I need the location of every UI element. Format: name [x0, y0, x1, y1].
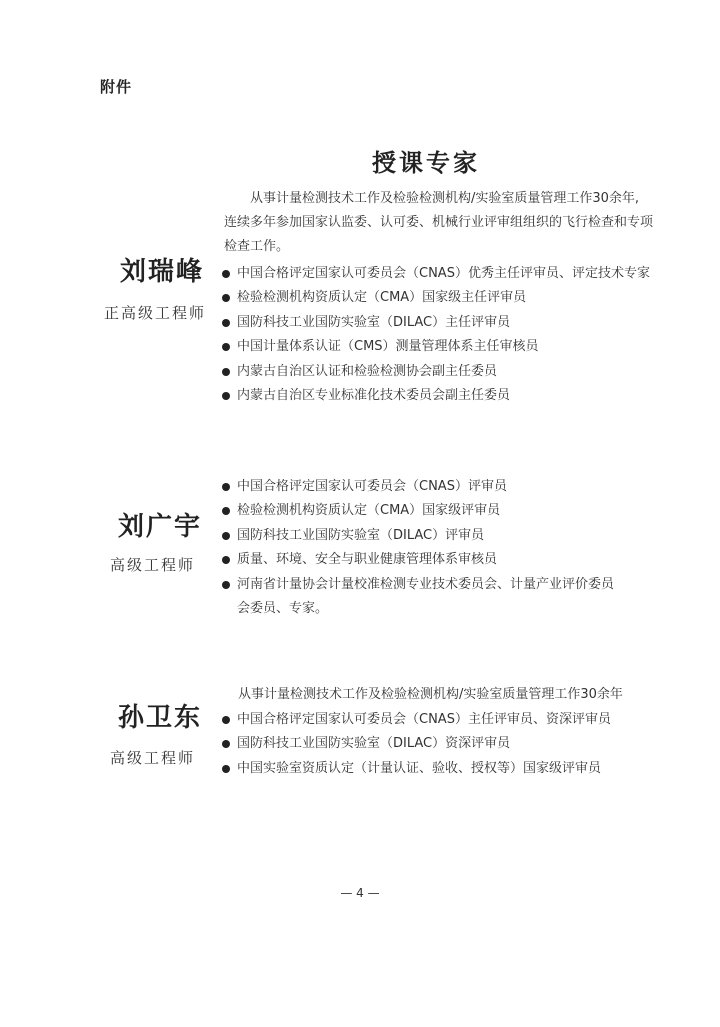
- list-item: 中国合格评定国家认可委员会（CNAS）主任评审员、资深评审员: [221, 708, 611, 732]
- bullet-icon: [222, 392, 230, 400]
- bullet-icon: [222, 270, 230, 278]
- list-item: 中国实验室资质认定（计量认证、验收、授权等）国家级评审员: [221, 757, 611, 781]
- intro-line: 从事计量检测技术工作及检验检测机构/实验室质量管理工作30余年: [238, 687, 623, 702]
- list-item-continuation: 会委员、专家。: [237, 601, 329, 617]
- bullet-icon: [222, 343, 230, 351]
- list-item: 质量、环境、安全与职业健康管理体系审核员: [221, 548, 614, 572]
- bullet-icon: [222, 483, 230, 491]
- expert-2-qualifications: [221, 475, 614, 621]
- expert-1-intro: [224, 187, 653, 259]
- page-title: 授课专家: [372, 149, 480, 177]
- bullet-icon: [222, 765, 230, 773]
- list-item: 内蒙古自治区认证和检验检测协会副主任委员: [221, 360, 650, 384]
- bullet-icon: [222, 716, 230, 724]
- bullet-icon: [222, 294, 230, 302]
- expert-3-qualifications: [221, 708, 611, 781]
- bullet-icon: [222, 319, 230, 327]
- list-item: 河南省计量协会计量校准检测专业技术委员会、计量产业评价委员 会委员、专家。: [221, 573, 614, 622]
- bullet-icon: [222, 368, 230, 376]
- intro-line: 连续多年参加国家认监委、认可委、机械行业评审组组织的飞行检查和专项: [224, 215, 654, 230]
- expert-3-name: 孙卫东: [118, 703, 203, 733]
- intro-line: 检查工作。: [224, 239, 290, 254]
- list-item: 国防科技工业国防实验室（DILAC）资深评审员: [221, 732, 611, 756]
- list-item: 内蒙古自治区专业标准化技术委员会副主任委员: [221, 384, 650, 408]
- bullet-icon: [222, 532, 230, 540]
- list-item: 中国合格评定国家认可委员会（CNAS）优秀主任评审员、评定技术专家: [221, 262, 650, 286]
- list-item: 中国计量体系认证（CMS）测量管理体系主任审核员: [221, 335, 650, 359]
- expert-2-rank: 高级工程师: [110, 556, 196, 574]
- expert-3-rank: 高级工程师: [110, 749, 196, 767]
- expert-3-intro: [238, 683, 623, 707]
- list-item: 国防科技工业国防实验室（DILAC）主任评审员: [221, 311, 650, 335]
- bullet-icon: [222, 740, 230, 748]
- list-item: 检验检测机构资质认定（CMA）国家级评审员: [221, 499, 614, 523]
- bullet-icon: [222, 507, 230, 515]
- page-number: — 4 —: [340, 886, 380, 900]
- attachment-label: 附件: [100, 78, 133, 96]
- expert-1-qualifications: [221, 262, 650, 408]
- bullet-icon: [222, 581, 230, 589]
- bullet-icon: [222, 556, 230, 564]
- expert-1-rank: 正高级工程师: [104, 304, 207, 322]
- intro-line: 从事计量检测技术工作及检验检测机构/实验室质量管理工作30余年,: [250, 191, 640, 206]
- expert-1-name: 刘瑞峰: [120, 257, 205, 287]
- list-item: 检验检测机构资质认定（CMA）国家级主任评审员: [221, 286, 650, 310]
- list-item: 中国合格评定国家认可委员会（CNAS）评审员: [221, 475, 614, 499]
- list-item: 国防科技工业国防实验室（DILAC）评审员: [221, 524, 614, 548]
- expert-2-name: 刘广宇: [118, 512, 203, 542]
